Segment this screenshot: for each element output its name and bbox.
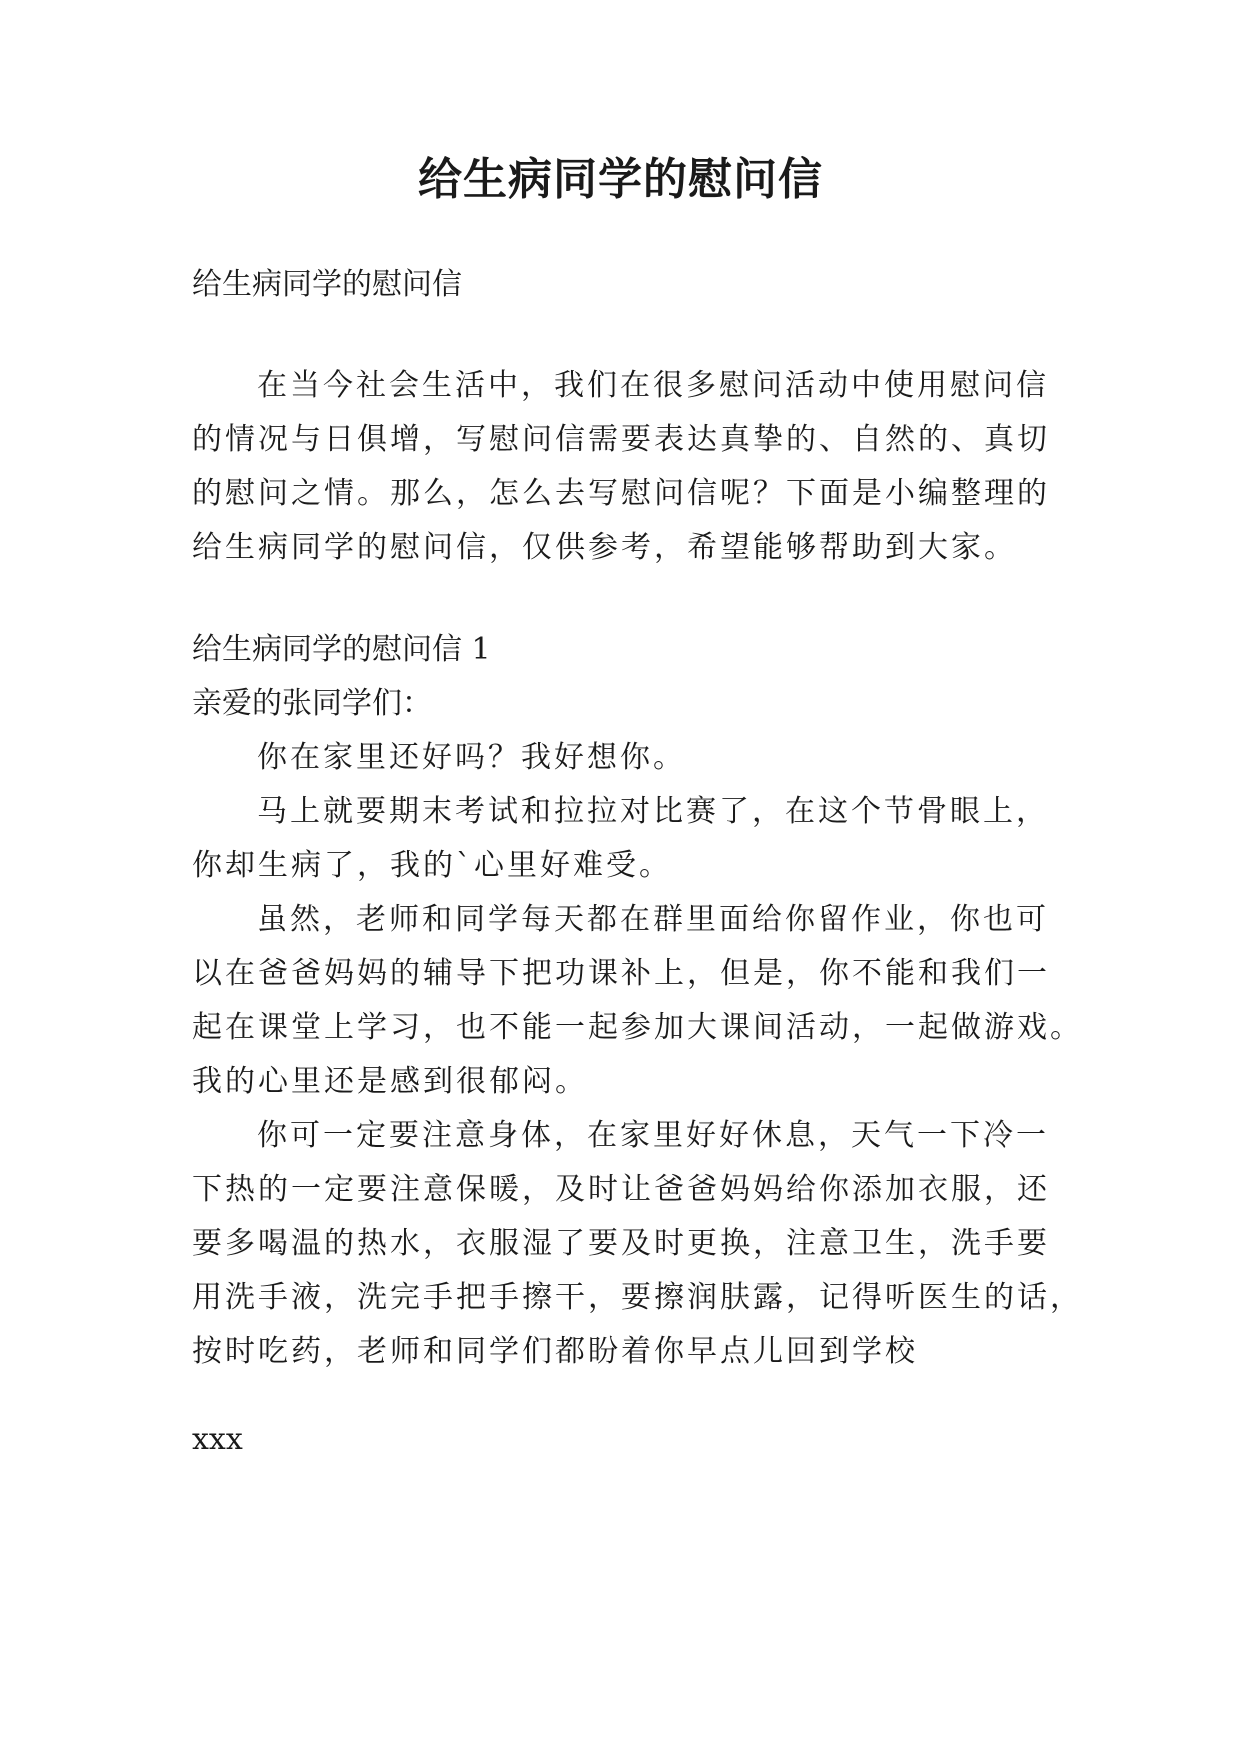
intro-line: 的慰问之情。那么，怎么去写慰问信呢？下面是小编整理的 — [192, 476, 1050, 511]
salutation: 亲爱的张同学们： — [192, 686, 432, 721]
paragraph-line: 你可一定要注意身体，在家里好好休息，天气一下冷一 — [257, 1118, 1049, 1153]
paragraph-line: 用洗手液，洗完手把手擦干，要擦润肤露，记得听医生的话， — [192, 1280, 1083, 1315]
paragraph-line: 我的心里还是感到很郁闷。 — [192, 1064, 588, 1099]
paragraph-line: 马上就要期末考试和拉拉对比赛了，在这个节骨眼上， — [257, 794, 1049, 829]
paragraph-line: 要多喝温的热水，衣服湿了要及时更换，注意卫生，洗手要 — [192, 1226, 1050, 1261]
paragraph-line: 下热的一定要注意保暖，及时让爸爸妈妈给你添加衣服，还 — [192, 1172, 1050, 1207]
paragraph-line: 你却生病了，我的`心里好难受。 — [192, 848, 672, 883]
paragraph-line: 起在课堂上学习，也不能一起参加大课间活动，一起做游戏。 — [192, 1010, 1083, 1045]
paragraph-line: 以在爸爸妈妈的辅导下把功课补上，但是，你不能和我们一 — [192, 956, 1050, 991]
paragraph-line: 虽然，老师和同学每天都在群里面给你留作业，你也可 — [257, 902, 1049, 937]
intro-line: 给生病同学的慰问信，仅供参考，希望能够帮助到大家。 — [192, 530, 1017, 565]
letter-heading: 给生病同学的慰问信 1 — [192, 632, 491, 667]
signature: xxx — [192, 1422, 243, 1457]
intro-line: 在当今社会生活中，我们在很多慰问活动中使用慰问信 — [257, 368, 1049, 403]
intro-line: 的情况与日俱增，写慰问信需要表达真挚的、自然的、真切 — [192, 422, 1050, 457]
document-subtitle: 给生病同学的慰问信 — [192, 267, 462, 302]
paragraph-line: 按时吃药，老师和同学们都盼着你早点儿回到学校 — [192, 1334, 918, 1369]
paragraph-line: 你在家里还好吗？我好想你。 — [257, 740, 686, 775]
document-title: 给生病同学的慰问信 — [418, 154, 823, 205]
